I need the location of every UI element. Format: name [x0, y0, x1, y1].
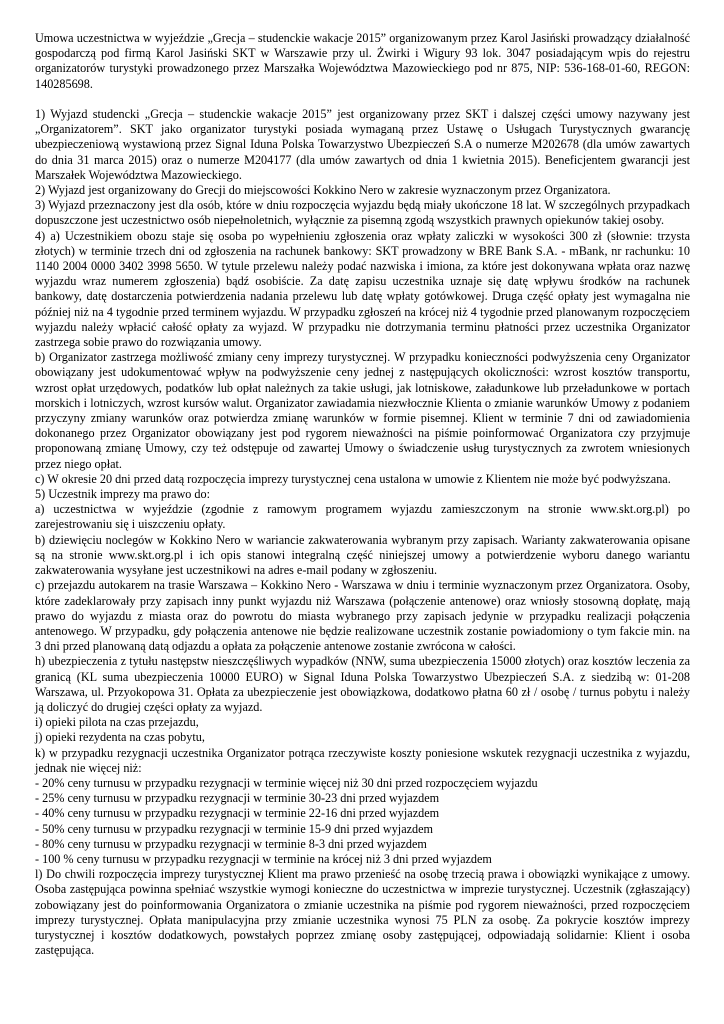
- clause-5c-transport: c) przejazdu autokarem na trasie Warszawa – Kokkino Nero - Warszawa w dniu i terminie wyznaczonym przez Organizatora. Osoby, które zadeklarowały przy zapisach inny punkt wyjazdu niż Warszawa (połączenie antenowe) oraz wniosły stosowną dopłatę, mają prawo do wyjazdu z miasta oraz do powrotu do miasta wybranego przy zapisach jedynie w przypadku realizacji połączenia antenowego. W przypadku, gdy połączenia antenowe nie będzie realizowane uczestnik zostanie powiadomiony o tym fakcie min. na 3 dni przed planowaną datą odjazdu a opłata za połączenie antenowe zostanie zwrócona w całości.: [35, 578, 690, 654]
- clause-4a-payment: 4) a) Uczestnikiem obozu staje się osoba po wypełnieniu zgłoszenia oraz wpłaty zaliczki w wysokości 300 zł (słownie: trzysta złotych) w terminie trzech dni od zgłoszenia na rachunek bankowy: SKT prowadzony w BRE Bank S.A. - mBank, nr rachunku: 10 1140 2004 0000 3402 3998 5650. W tytule przelewu należy podać nazwiska i imiona, za które jest dokonywana wpłata oraz nazwę wyjazdu wraz numerem zgłoszenia) bądź osobiście. Za datę zapisu uczestnika uznaje się datę wpływu środków na rachunek bankowy, datę dostarczenia potwierdzenia nadania przelewu lub datę wpłaty gotówkowej. Druga część opłaty jest wymagalna nie później niż na 4 tygodnie przed terminem wyjazdu. W przypadku zgłoszeń na krócej niż 4 tygodnie przed planowanym rozpoczęciem wyjazdu należy wpłacić całość opłaty za wyjazd. W przypadku nie dotrzymania terminu płatności przez uczestnika Organizator zastrzega sobie prawo do rozwiązania umowy.: [35, 228, 690, 350]
- cancellation-fee-item: - 80% ceny turnusu w przypadku rezygnacji w terminie 8-3 dni przed wyjazdem: [35, 836, 427, 851]
- intro-paragraph: Umowa uczestnictwa w wyjeździe „Grecja – studenckie wakacje 2015” organizowanym przez Karol Jasiński prowadzący działalność gospodarczą pod firmą Karol Jasiński SKT w Warszawie przy ul. Żwirki i Wigury 93 lok. 3047 posiadającym wpis do rejestru organizatorów turystyki prowadzonego przez Marszałka Województwa Mazowieckiego pod nr 875, NIP: 536-168-01-60, REGON: 140285698.: [35, 31, 690, 91]
- cancellation-fee-item: - 50% ceny turnusu w przypadku rezygnacji w terminie 15-9 dni przed wyjazdem: [35, 821, 433, 836]
- clause-3-age: 3) Wyjazd przeznaczony jest dla osób, które w dniu rozpoczęcia wyjazdu będą miały ukończone 18 lat. W szczególnych przypadkach dopuszczone jest uczestnictwo osób niepełnoletnich, wyłącznie za pisemną zgodą wszystkich prawnych opiekunów takiej osoby.: [35, 198, 690, 228]
- clause-5k-cancellation: k) w przypadku rezygnacji uczestnika Organizator potrąca rzeczywiste koszty poniesione wskutek rezygnacji uczestnika z wyjazdu, jednak nie więcej niż:: [35, 745, 690, 775]
- cancellation-fee-item: - 100 % ceny turnusu w przypadku rezygnacji w terminie na krócej niż 3 dni przed wyjazdem: [35, 851, 492, 866]
- paragraph-spacer: [35, 92, 690, 107]
- clause-5i-pilot: i) opieki pilota na czas przejazdu,: [35, 715, 199, 730]
- cancellation-fee-item: - 40% ceny turnusu w przypadku rezygnacji w terminie 22-16 dni przed wyjazdem: [35, 806, 440, 821]
- document-page: [35, 31, 690, 958]
- clause-5h-insurance: h) ubezpieczenia z tytułu następstw nieszczęśliwych wypadków (NNW, suma ubezpieczenia 15000 złotych) oraz kosztów leczenia za granicą (KL suma ubezpieczenia 10000 EURO) w Signal Iduna Polska Towarzystwo Ubezpieczeń S.A. z siedzibą w: 01-208 Warszawa, ul. Przyokopowa 31. Opłata za ubezpieczenie jest obowiązkowa, dodatkowo płatna 60 zł / osobę / turnus pobytu i należy ją doliczyć do drugiej części opłaty za wyjazd.: [35, 654, 690, 714]
- clause-5a-participation: a) uczestnictwa w wyjeździe (zgodnie z ramowym programem wyjazdu zamieszczonym na stronie www.skt.org.pl) po zarejestrowaniu się i uiszczeniu opłaty.: [35, 502, 690, 532]
- clause-5-rights-header: 5) Uczestnik imprezy ma prawo do:: [35, 487, 210, 502]
- clause-2-destination: 2) Wyjazd jest organizowany do Grecji do miejscowości Kokkino Nero w zakresie wyznaczonym przez Organizatora.: [35, 183, 611, 198]
- clause-4c-price-freeze: c) W okresie 20 dni przed datą rozpoczęcia imprezy turystycznej cena ustalona w umowie z Klientem nie może być podwyższana.: [35, 471, 671, 486]
- clause-5j-resident: j) opieki rezydenta na czas pobytu,: [35, 730, 205, 745]
- clause-5b-accommodation: b) dziewięciu noclegów w Kokkino Nero w wariancie zakwaterowania wybranym przy zapisach. Warianty zakwaterowania opisane są na stronie www.skt.org.pl i ich opis stanowi integralną część niniejszej umowy a potwierdzenie wyboru danego wariantu zakwaterowania wysyłane jest uczestnikowi na adres e-mail podany w zgłoszeniu.: [35, 532, 690, 578]
- cancellation-fee-item: - 20% ceny turnusu w przypadku rezygnacji w terminie więcej niż 30 dni przed rozpoczęciem wyjazdu: [35, 775, 538, 790]
- cancellation-fee-item: - 25% ceny turnusu w przypadku rezygnacji w terminie 30-23 dni przed wyjazdem: [35, 791, 440, 806]
- clause-4b-price-change: b) Organizator zastrzega możliwość zmiany ceny imprezy turystycznej. W przypadku konieczności podwyższenia ceny Organizator obowiązany jest udokumentować wpływ na podwyższenie ceny jednej z następujących okoliczności: wzrost kosztów transportu, wzrost opłat urzędowych, podatków lub opłat należnych za takie usługi, jak lotniskowe, załadunkowe lub przeładunkowe w portach morskich i lotniczych, wzrost kursów walut. Organizator zawiadamia niezwłocznie Klienta o zmianie warunków Umowy z podaniem przyczyny zmiany warunków oraz potwierdza zmianę warunków w formie pisemnej. Klient w terminie 7 dni od zawiadomienia dokonanego przez Organizator obowiązany jest pod rygorem nieważności na piśmie poinformować Organizatora czy przyjmuje proponowaną zmianę Umowy, czy też odstępuje od zawartej Umowy o świadczenie usług turystycznych za zwrotem wniesionych przez niego opłat.: [35, 350, 690, 471]
- clause-5l-transfer: l) Do chwili rozpoczęcia imprezy turystycznej Klient ma prawo przenieść na osobę trzecią prawa i obowiązki wynikające z umowy. Osoba zastępująca powinna spełniać wszystkie wymogi konieczne do uczestnictwa w imprezie turystycznej. Uczestnik (zgłaszający) zobowiązany jest do poinformowania Organizatora o zmianie uczestnika na piśmie pod rygorem nieważności, przed rozpoczęciem imprezy turystycznej. Opłata manipulacyjna przy zmianie uczestnika wynosi 75 PLN za osobę. Za pokrycie kosztów imprezy turystycznej i kosztów dodatkowych, powstałych poprzez zmianę osoby zastępującej, odpowiadają solidarnie: Klient i osoba zastępująca.: [35, 867, 690, 958]
- clause-1-organizer: 1) Wyjazd studencki „Grecja – studenckie wakacje 2015” jest organizowany przez SKT i dalszej części umowy nazywany jest „Organizatorem”. SKT jako organizator turystyki posiada wymaganą przez Ustawę o Usługach Turystycznych gwarancję ubezpieczeniową wystawioną przez Signal Iduna Polska Towarzystwo Ubezpieczeń S.A o numerze M202678 (dla umów zawartych do dnia 31 marca 2015) oraz o numerze M204177 (dla umów zawartych od dnia 1 kwietnia 2015). Beneficjentem gwarancji jest Marszałek Województwa Mazowieckiego.: [35, 107, 690, 182]
